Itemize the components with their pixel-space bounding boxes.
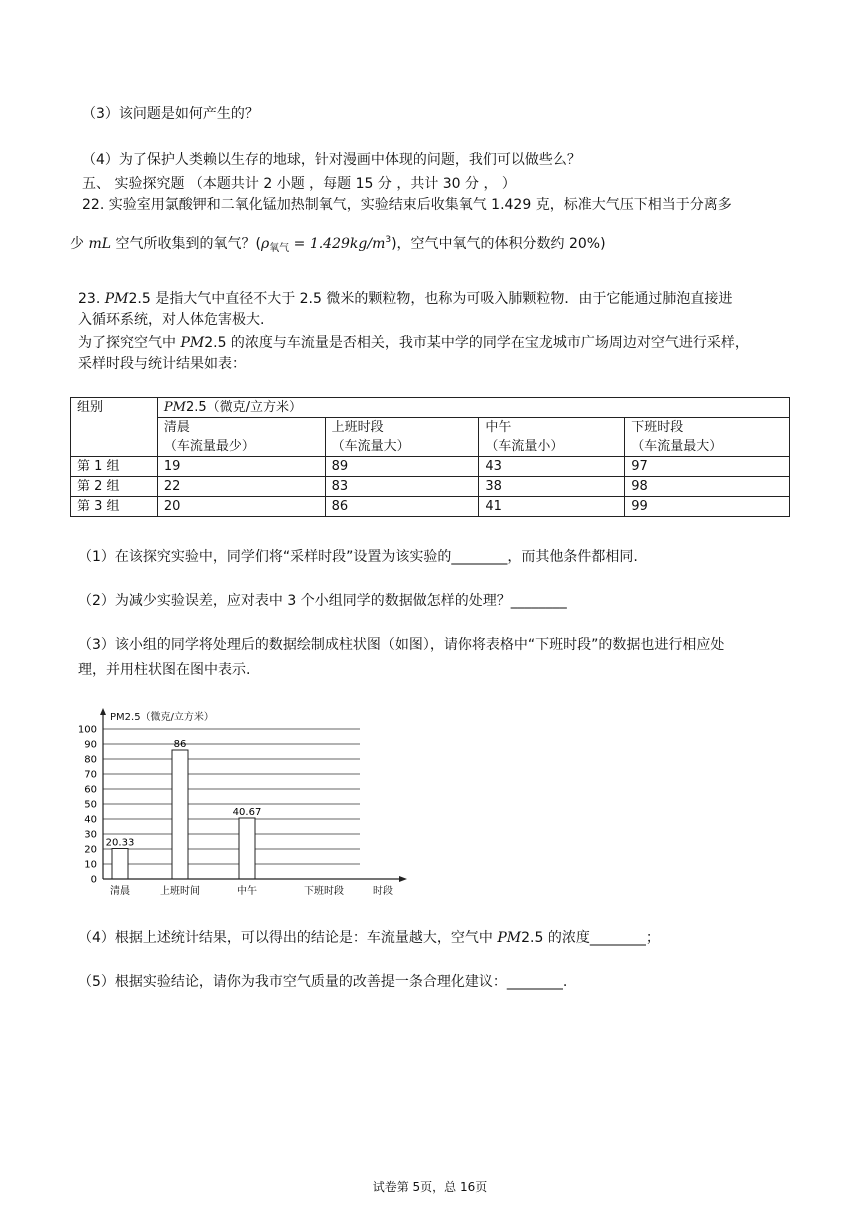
table-header-pm25 <box>157 398 789 418</box>
sub-question-3-line1: （3）该小组的同学将处理后的数据绘制成柱状图（如图），请你将表格中“下班时段”的数据也进行相应处 <box>78 637 725 653</box>
table-cell: 98 <box>625 477 790 497</box>
q23-p2-text-b: 2.5 的浓度与车流量是否相关，我市某中学的同学在宝龙城市广场周边对空气进行采样， <box>204 335 749 351</box>
chart-x-labels <box>110 884 344 897</box>
chart-ytick-label: 80 <box>84 754 97 766</box>
sub-q2-text: （2）为减少实验误差，应对表中 3 个小组同学的数据做怎样的处理？ <box>78 593 511 609</box>
chart-category-label: 中午 <box>237 886 257 897</box>
table-row <box>71 477 790 497</box>
table-cell-group: 第 3 组 <box>71 497 158 517</box>
sub-q1-blank: ________ <box>451 549 508 565</box>
table-pm-unit: 2.5（微克/立方米） <box>185 400 302 415</box>
chart-bar <box>239 818 255 879</box>
question-23-p2-line2: 采样时段与统计结果如表： <box>78 356 246 372</box>
sub-q4-pm: PM <box>497 930 522 946</box>
table-cell: 19 <box>157 457 325 477</box>
sub-q5-blank: ________ <box>506 974 563 990</box>
table-period-commute-pm: 下班时段 <box>625 418 790 438</box>
sub-q5-text-b: . <box>562 974 568 990</box>
page-footer: 试卷第 5页，总 16页 <box>372 1180 488 1194</box>
chart-ytick-label: 10 <box>84 859 97 871</box>
table-header-group: 组别 <box>71 398 158 457</box>
chart-ytick-label: 90 <box>84 739 97 751</box>
q22-rho-unit: kg/m <box>349 236 386 252</box>
sub-q4-text-a: （4）根据上述统计结果，可以得出的结论是：车流量越大，空气中 <box>78 930 498 946</box>
question-4-text: （4）为了保护人类赖以生存的地球，针对漫画中体现的问题，我们可以做些么？ <box>82 152 581 168</box>
chart-bar <box>112 849 128 879</box>
table-period-morning: 清晨 <box>157 418 325 438</box>
sub-question-3-line2: 理，并用柱状图在图中表示. <box>78 662 251 678</box>
table-period-commute-am: 上班时段 <box>325 418 479 438</box>
chart-ylabel: PM2.5（微克/立方米） <box>110 712 214 723</box>
table-traffic-noon: （车流量小） <box>479 437 625 457</box>
sub-question-2 <box>78 591 567 611</box>
sub-question-1 <box>78 547 638 567</box>
q23-p2-text-a: 为了探究空气中 <box>78 335 181 351</box>
chart-xlabel: 时段 <box>373 886 393 897</box>
sub-q5-text-a: （5）根据实验结论，请你为我市空气质量的改善提一条合理化建议： <box>78 974 507 990</box>
table-cell: 83 <box>325 477 479 497</box>
table-row <box>71 497 790 517</box>
sub-question-5 <box>78 972 567 992</box>
table-cell: 99 <box>625 497 790 517</box>
table-pm-symbol: PM <box>163 400 186 415</box>
chart-bar <box>172 750 188 879</box>
section-5-heading: 五、 实验探究题 （本题共计 2 小题 ，每题 15 分 ，共计 30 分 ， ） <box>82 176 516 192</box>
table-traffic-morning: （车流量最少） <box>157 437 325 457</box>
table-row <box>71 457 790 477</box>
chart-ytick-label: 20 <box>84 844 97 856</box>
question-23-p2 <box>78 333 749 353</box>
y-axis-arrow-icon <box>100 708 106 715</box>
q23-p2-pm: PM <box>180 335 205 351</box>
chart-data-label: 20.33 <box>105 837 135 849</box>
q22-text-a: 少 <box>70 236 89 252</box>
pm25-data-table <box>70 397 790 517</box>
question-23-p1-line2: 入循环系统，对人体危害极大. <box>78 312 265 328</box>
table-period-noon: 中午 <box>479 418 625 438</box>
q22-rho: ρ <box>260 236 270 252</box>
question-22-line2 <box>70 230 606 259</box>
sub-q4-blank: ________ <box>589 930 646 946</box>
q22-unit-ml: mL <box>88 236 112 252</box>
x-axis-arrow-icon <box>399 876 407 882</box>
table-traffic-commute-am: （车流量大） <box>325 437 479 457</box>
sub-q1-text-b: ，而其他条件都相同. <box>507 549 638 565</box>
sub-q2-blank: ________ <box>510 593 567 609</box>
q22-rho-value: = 1.429 <box>289 236 350 252</box>
question-3-text: （3）该问题是如何产生的？ <box>82 106 259 122</box>
q22-text-c: )，空气中氧气的体积分数约 20%) <box>391 236 606 252</box>
chart-bars <box>106 739 262 879</box>
table-traffic-commute-pm: （车流量最大） <box>625 437 790 457</box>
table-cell: 89 <box>325 457 479 477</box>
table-cell: 41 <box>479 497 625 517</box>
chart-ytick-label: 50 <box>84 799 97 811</box>
chart-ytick-label: 0 <box>90 874 97 886</box>
chart-grid <box>103 729 360 864</box>
question-22-line1: 22. 实验室用氯酸钾和二氧化锰加热制氧气，实验结束后收集氧气 1.429 克，标准大气压下相当于分离多 <box>82 197 732 213</box>
chart-ytick-label: 30 <box>84 829 97 841</box>
chart-ytick-label: 60 <box>84 784 97 796</box>
table-cell: 20 <box>157 497 325 517</box>
chart-category-label: 上班时间 <box>160 886 200 897</box>
table-cell: 86 <box>325 497 479 517</box>
question-23-p1 <box>78 289 732 309</box>
chart-data-label: 86 <box>173 739 187 750</box>
table-cell: 22 <box>157 477 325 497</box>
table-cell-group: 第 2 组 <box>71 477 158 497</box>
q23-pm: PM <box>104 291 129 307</box>
chart-ytick-label: 100 <box>77 724 97 736</box>
chart-ytick-label: 70 <box>84 769 97 781</box>
sub-question-4 <box>78 928 660 948</box>
sub-q4-text-c: ； <box>645 930 660 946</box>
table-cell: 43 <box>479 457 625 477</box>
chart-y-ticks <box>78 725 97 886</box>
sub-q4-text-b: 2.5 的浓度 <box>521 930 590 946</box>
q22-rho-exponent: 3 <box>385 235 392 245</box>
table-cell: 38 <box>479 477 625 497</box>
chart-category-label: 下班时段 <box>304 886 344 897</box>
q22-text-b: 空气所收集到的氧气？( <box>111 236 261 252</box>
q23-p1-text: 2.5 是指大气中直径不大于 2.5 微米的颗粒物，也称为可吸入肺颗粒物．由于它能通过肺泡直接进 <box>128 291 733 307</box>
chart-category-label: 清晨 <box>110 886 130 897</box>
table-cell: 97 <box>625 457 790 477</box>
q22-rho-subscript: 氧气 <box>269 243 290 254</box>
chart-data-label: 40.67 <box>232 806 262 818</box>
chart-ytick-label: 40 <box>84 814 97 826</box>
pm25-bar-chart <box>70 704 420 900</box>
table-cell-group: 第 1 组 <box>71 457 158 477</box>
sub-q1-text-a: （1）在该探究实验中，同学们将“采样时段”设置为该实验的 <box>78 549 452 565</box>
q23-number: 23. <box>78 291 105 307</box>
